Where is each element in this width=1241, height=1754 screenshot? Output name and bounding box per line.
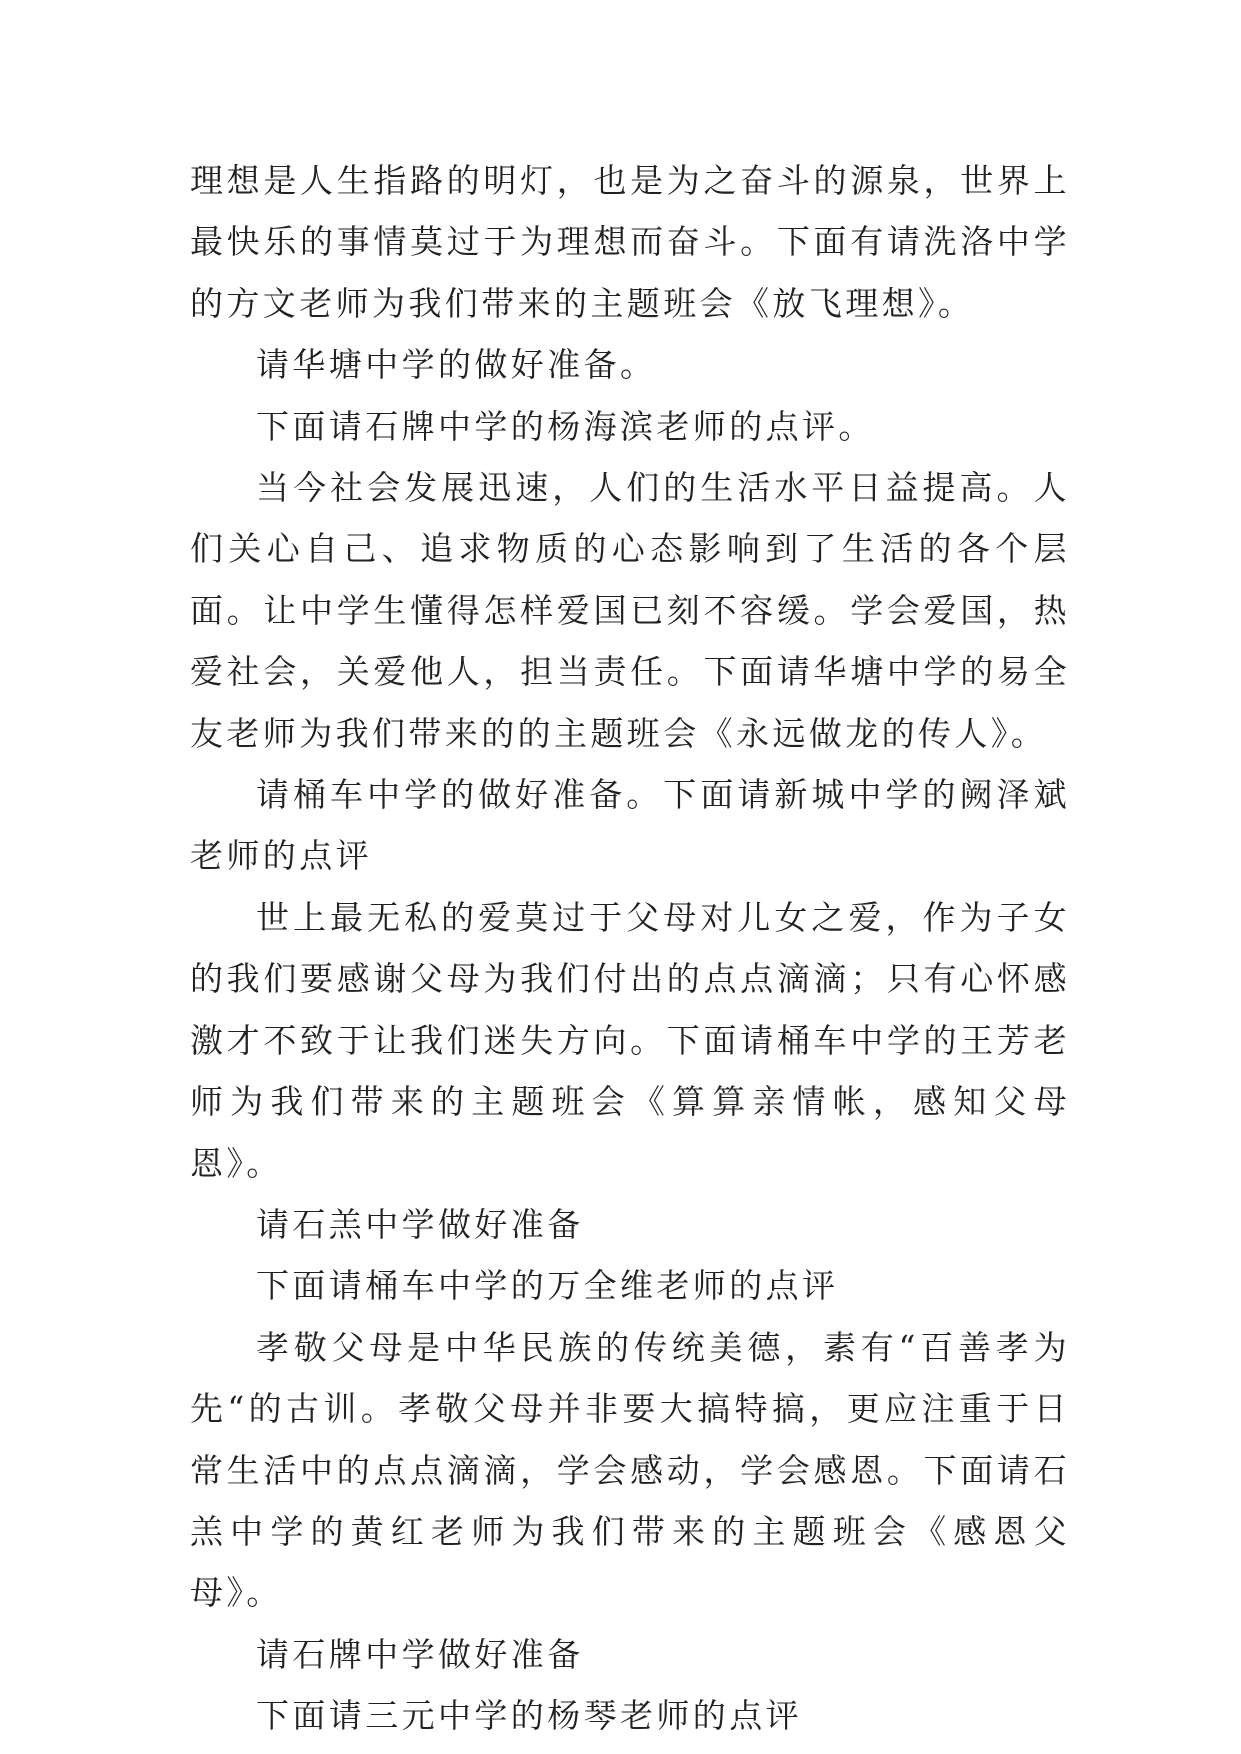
paragraph-prepare-huatang: 请华塘中学的做好准备。 (256, 345, 657, 385)
paragraph-comment-wan-quanwei: 下面请桶车中学的万全维老师的点评 (256, 1266, 839, 1306)
paragraph-comment-yang-haibin: 下面请石牌中学的杨海滨老师的点评。 (256, 406, 875, 446)
document-body (190, 150, 1070, 1747)
paragraph-parents-love-intro: 世上最无私的爱莫过于父母对儿女之爱，作为子女的我们要感谢父母为我们付出的点点滴滴；只有心怀感激才不致于让我们迷失方向。下面请桶车中学的王芳老师为我们带来的主题班会《算算亲情帐，感知父母恩》。 (190, 897, 1070, 1183)
paragraph-comment-yang-qin: 下面请三元中学的杨琴老师的点评 (256, 1696, 802, 1736)
paragraph-prepare-shipai: 请石牌中学做好准备 (256, 1634, 584, 1674)
paragraph-filial-piety-intro: 孝敬父母是中华民族的传统美德，素有“百善孝为先“的古训。孝敬父母并非要大搞特搞，更应注重于日常生活中的点点滴滴，学会感动，学会感恩。下面请石羔中学的黄红老师为我们带来的主题班会《感恩父母》。 (190, 1327, 1070, 1613)
paragraph-patriotism-intro: 当今社会发展迅速，人们的生活水平日益提高。人们关心自己、追求物质的心态影响到了生活的各个层面。让中学生懂得怎样爱国已刻不容缓。学会爱国，热爱社会，关爱他人，担当责任。下面请华塘中学的易全友老师为我们带来的的主题班会《永远做龙的传人》。 (190, 468, 1070, 753)
paragraph-prepare-tongche: 请桶车中学的做好准备。下面请新城中学的阙泽斌老师的点评 (190, 775, 1070, 876)
paragraph-prepare-shigao: 请石羔中学做好准备 (256, 1204, 584, 1244)
paragraph-ideal-intro: 理想是人生指路的明灯，也是为之奋斗的源泉，世界上最快乐的事情莫过于为理想而奋斗。下面有请洗洛中学的方文老师为我们带来的主题班会《放飞理想》。 (190, 161, 1070, 323)
